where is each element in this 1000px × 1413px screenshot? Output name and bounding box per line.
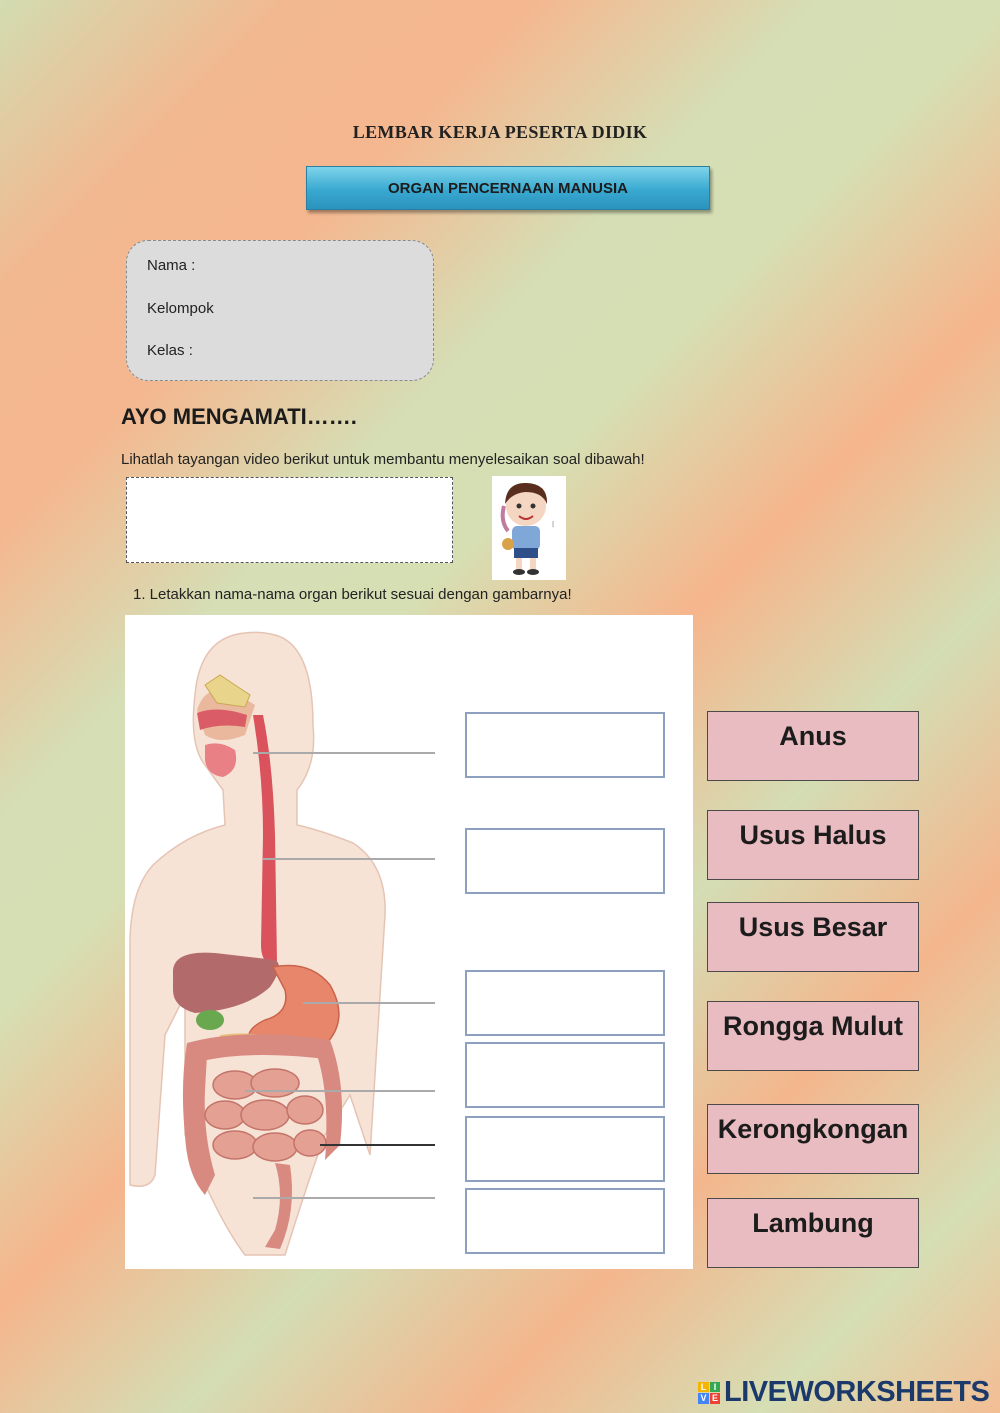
logo-mark-letter: I [710, 1382, 721, 1393]
word-tile-label: Rongga Mulut [723, 1011, 903, 1041]
word-tile-rongga-mulut[interactable] [707, 1001, 919, 1071]
name-label: Nama : [147, 257, 196, 274]
question-1: 1. Letakkan nama-nama organ berikut sesuai dengan gambarnya! [133, 586, 572, 603]
answer-drop-box-4[interactable] [465, 1042, 665, 1108]
word-tile-anus[interactable] [707, 711, 919, 781]
student-identity-box [126, 240, 434, 381]
group-label: Kelompok [147, 300, 214, 317]
word-tile-label: Anus [779, 721, 847, 751]
section-heading: AYO MENGAMATI……. [121, 404, 357, 429]
word-tile-label: Usus Halus [739, 820, 887, 850]
logo-mark-letter: V [698, 1393, 709, 1404]
word-tile-lambung[interactable] [707, 1198, 919, 1268]
answer-drop-box-5[interactable] [465, 1116, 665, 1182]
topic-banner [306, 166, 710, 210]
logo-mark-letter: E [710, 1393, 721, 1404]
answer-drop-box-2[interactable] [465, 828, 665, 894]
student-cartoon-image [492, 476, 566, 580]
word-tile-label: Usus Besar [738, 912, 888, 942]
video-placeholder[interactable] [126, 477, 453, 563]
worksheet-title: LEMBAR KERJA PESERTA DIDIK [352, 122, 648, 142]
logo-mark-letter: L [698, 1382, 709, 1393]
student-cartoon-icon [492, 476, 566, 580]
word-tile-usus-besar[interactable] [707, 902, 919, 972]
answer-drop-box-3[interactable] [465, 970, 665, 1036]
answer-drop-box-6[interactable] [465, 1188, 665, 1254]
svg-text:|: | [552, 521, 555, 528]
word-tile-kerongkongan[interactable] [707, 1104, 919, 1174]
word-tile-usus-halus[interactable] [707, 810, 919, 880]
topic-banner-text: ORGAN PENCERNAAN MANUSIA [387, 179, 628, 197]
video-instruction: Lihatlah tayangan video berikut untuk membantu menyelesaikan soal dibawah! [121, 451, 645, 468]
word-tile-label: Lambung [752, 1208, 874, 1238]
class-label: Kelas : [147, 342, 193, 359]
liveworksheets-logo-icon [698, 1382, 720, 1404]
word-tile-label: Kerongkongan [717, 1114, 909, 1144]
answer-drop-box-1[interactable] [465, 712, 665, 778]
liveworksheets-logo-text: LIVEWORKSHEETS [724, 1376, 990, 1408]
liveworksheets-logo[interactable] [698, 1376, 989, 1409]
